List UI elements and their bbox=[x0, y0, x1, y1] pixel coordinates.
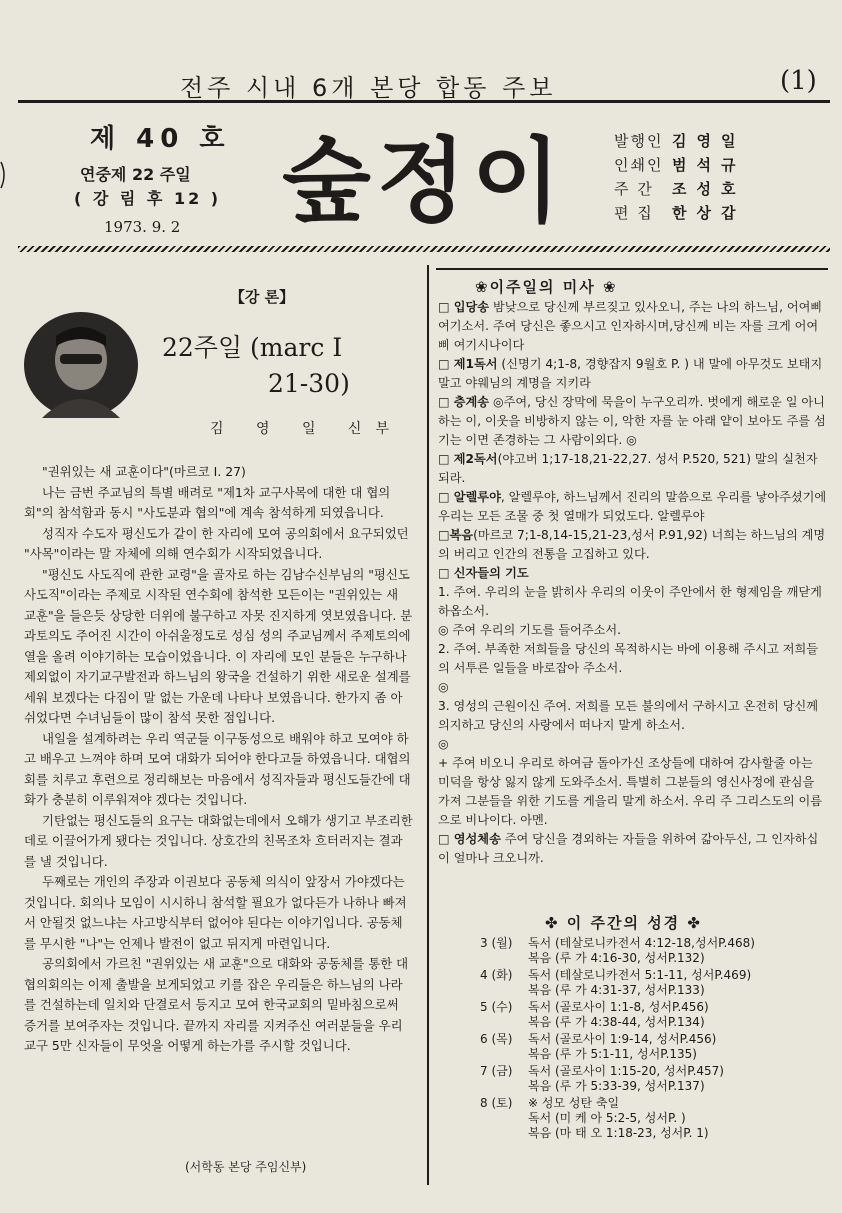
staff-row bbox=[614, 202, 784, 226]
reading-line: 독서 (테살로니카전서 4:12-18,성서P.468) bbox=[528, 936, 755, 950]
mass-item-label: □ 제2독서 bbox=[438, 452, 498, 466]
body-paragraph: 내일을 설계하려는 우리 역군들 이구동성으로 배워야 하고 모여야 하고 배우고 느껴야 하며 모여 대화가 되어야 한다고들 하였읍니다. 대협의회를 치루고 후련으로 정리해보는 마음에서 성직자들과 평신도들간에 대화가 충분히 이루워져야 겠다는 것입니다. bbox=[24, 730, 411, 807]
mass-item-text: ◎ bbox=[438, 737, 449, 751]
mass-item bbox=[438, 830, 828, 868]
masthead-hatch-rule bbox=[18, 246, 830, 252]
reading-line: 독서 (미 케 아 5:2-5, 성서P. ) bbox=[528, 1111, 686, 1125]
body-paragraph: 두째로는 개인의 주장과 이권보다 공동체 의식이 앞장서 가야겠다는 것입니다. 회의나 모임이 시시하니 참석할 필요가 없다든가 나하나 빠져서 안될것 없느냐는 사고방식부터 없어야 된다는 이야기입니다. 공동체를 무시한 "나"는 언제나 발전이 없고 뒤지게 마련입니다. bbox=[24, 874, 407, 951]
reading-line: 복음 (루 가 4:16-30, 성서P.132) bbox=[528, 951, 705, 965]
mass-section bbox=[438, 298, 828, 868]
mass-item-text: 1. 주여. 우리의 눈을 밝히사 우리의 이웃이 주안에서 한 형제임을 깨닫게 하옵소서. bbox=[438, 585, 822, 618]
body-paragraph: "평신도 사도직에 관한 교령"을 골자로 하는 김남수신부님의 "평신도 사도직"이라는 주제로 시작된 연수회에 참석한 모든이는 "권위있는 새 교훈"을 들은듯 상당한 더위에 불구하고 자못 진지하게 엿보였읍니다. 분과토의도 주어진 시간이 아쉬울정도로 성심 성의 주교님께서 주제토의에 열을 올려 이야기하는 모습이었읍니다. 이 자리에 모인 분들은 누구하나 제외없이 자기교구발전과 하느님의 왕국을 건설하기 위한 새로운 설계를 세워 보겠다는 다짐이 말 없는 가운데 나타나 보였읍니다. 한가지 좀 아쉬었다면 수녀님들이 많이 참석 못한 점입니다. bbox=[24, 566, 413, 725]
reading-day-label: 6 (목) bbox=[480, 1032, 513, 1046]
mass-item-label: □ 제1독서 bbox=[438, 357, 498, 371]
staff-row bbox=[614, 154, 784, 178]
reading-day bbox=[480, 1096, 830, 1141]
body-paragraph: "권위있는 새 교훈이다"(마르코 Ⅰ. 27) bbox=[42, 464, 246, 479]
column-divider bbox=[427, 265, 429, 1185]
page-number: (1) bbox=[780, 66, 817, 96]
mass-item-text: (마르코 7;1-8,14-15,21-23,성서 P.91,92) 너희는 하느님의 계명의 버리고 인간의 전통을 고집하고 있다. bbox=[438, 528, 826, 561]
header-title: 전주 시내 6개 본당 합동 주보 bbox=[180, 74, 557, 102]
mass-item-text: (야고버 1;17-18,21-22,27. 성서 P.520, 521) 말의 실천자 되라. bbox=[438, 452, 818, 485]
staff-role: 인쇄인 bbox=[614, 156, 664, 174]
reading-day bbox=[480, 1032, 830, 1062]
mass-item bbox=[438, 735, 828, 754]
reading-line: 복음 (루 가 5:33-39, 성서P.137) bbox=[528, 1079, 705, 1093]
editorial-label: 【강 론】 bbox=[229, 288, 295, 306]
editorial-signoff: (서학동 본당 주임신부) bbox=[185, 1160, 307, 1174]
issue-date: 1973. 9. 2 bbox=[104, 218, 181, 236]
liturgical-week: 연중제 22 주일 bbox=[80, 165, 191, 184]
mass-item bbox=[438, 678, 828, 697]
staff-name: 김영일 bbox=[672, 132, 746, 150]
reading-day-label: 4 (화) bbox=[480, 968, 513, 982]
mass-item bbox=[438, 754, 828, 830]
margin-mark bbox=[0, 160, 8, 190]
staff-role: 편 집 bbox=[614, 204, 654, 222]
mass-item-text: 2. 주여. 부족한 저희들을 당신의 목적하시는 바에 이용해 주시고 저희들의 서투른 일들을 바로잡아 주소서. bbox=[438, 642, 819, 675]
mass-item-label: □ 층계송 bbox=[438, 395, 490, 409]
mass-item-text: + 주여 비오니 우리로 하여금 돌아가신 조상들에 대하여 감사할줄 아는 미덕을 항상 잃지 않게 도와주소서. 특별히 그분들의 영신사정에 관심을 가져 그분들을 위한 기도를 게을리 말게 하소서. 우리 주 그리스도의 이름으로 비나이다. 아멘. bbox=[438, 756, 823, 827]
reading-day-label: 5 (수) bbox=[480, 1000, 513, 1014]
mass-item bbox=[438, 621, 828, 640]
reading-day bbox=[480, 936, 830, 966]
body-paragraph: 나는 금번 주교님의 특별 배려로 "제1차 교구사목에 대한 대 협의회"의 참석함과 동시 "사도분과 협의"에 계속 참석하게 되였읍니다. bbox=[24, 484, 391, 520]
mass-item bbox=[438, 298, 828, 355]
masthead-title: 숲정이 bbox=[282, 128, 567, 235]
reading-line: 독서 (테살로니카전서 5:1-11, 성서P.469) bbox=[528, 968, 752, 982]
reading-line: 독서 (골로사이 1:9-14, 성서P.456) bbox=[528, 1032, 717, 1046]
weekly-readings-title: ✤ 이 주간의 성경 ✤ bbox=[545, 914, 702, 932]
issue-number: 제 40 호 bbox=[90, 124, 231, 154]
mass-item-text: (신명기 4;1-8, 경향잡지 9월호 P. ) 내 말에 아무것도 보태지 말고 야웨님의 계명을 지키라 bbox=[438, 357, 823, 390]
body-paragraph: 기탄없는 평신도들의 요구는 대화없는데에서 오해가 생기고 부조리한데로 이끌어가게 됐다는 것입니다. 상호간의 친목조차 흐터러지는 결과를 낼 것입니다. bbox=[24, 812, 413, 869]
mass-item bbox=[438, 583, 828, 621]
reading-line: 복음 (루 가 4:31-37, 성서P.133) bbox=[528, 983, 705, 997]
mass-item-label: □ 입당송 bbox=[438, 300, 490, 314]
staff-name: 조성호 bbox=[672, 180, 746, 198]
staff-role: 주 간 bbox=[614, 180, 654, 198]
body-paragraph: 공의회에서 가르친 "권위있는 새 교훈"으로 대화와 공동체를 통한 대협의회의는 이제 출발을 보게되었고 키를 잡은 우리들은 하느님의 나라를 건설하는데 일치와 단결로서 등지고 모여 한국교회의 밑바침으로써 증거를 보여주자는 것입니다. 끝까지 자리를 지켜주신 여러분들을 우리교구 5만 신자들이 무엇을 어떻게 하는가를 주시할 것입니다. bbox=[24, 956, 409, 1053]
mass-item-label: □ 알렐루야 bbox=[438, 490, 501, 504]
reading-day bbox=[480, 1064, 830, 1094]
mass-item-text: 주여 당신을 경외하는 자들을 위하여 갊아두신, 그 인자하십이 얼마나 크오니까. bbox=[438, 832, 819, 865]
mass-item-text: , 알렐루야, 하느님께서 진리의 말씀으로 우리를 낳아주셨기에 우리는 모든 조물 중 첫 열매가 되었도다. 알렐루야 bbox=[438, 490, 827, 523]
body-paragraph: 성직자 수도자 평신도가 같이 한 자리에 모여 공의회에서 요구되었던 "사목"이라는 말 자체에 의해 연수회가 시작되었읍니다. bbox=[24, 525, 409, 561]
right-column-top-rule bbox=[436, 268, 828, 270]
staff-role: 발행인 bbox=[614, 132, 664, 150]
reading-line: 복음 (마 태 오 1:18-23, 성서P. 1) bbox=[528, 1126, 709, 1140]
reading-line: ※ 성모 성탄 축일 bbox=[528, 1096, 620, 1110]
author-name: 김 영 일 신부 bbox=[210, 421, 403, 437]
mass-item-label: □ 신자들의 기도 bbox=[438, 566, 529, 580]
reading-day-label: 8 (토) bbox=[480, 1096, 513, 1110]
mass-section-title: ❀이주일의 미사 ❀ bbox=[475, 278, 618, 296]
author-portrait bbox=[22, 310, 140, 420]
reading-line: 복음 (루 가 5:1-11, 성서P.135) bbox=[528, 1047, 697, 1061]
weekly-readings bbox=[480, 936, 830, 1143]
mass-item bbox=[438, 488, 828, 526]
mass-item-text: ◎ 주여 우리의 기도를 들어주소서. bbox=[438, 623, 622, 637]
reading-day-label: 3 (월) bbox=[480, 936, 513, 950]
editorial-title bbox=[162, 330, 350, 402]
mass-item-text: 밤낮으로 당신께 부르짖고 있사오니, 주는 나의 하느님, 어여삐 여기소서. 주여 당신은 좋으시고 인자하시며,당신께 비는 자를 크게 어여삐 여기시나이다 bbox=[438, 300, 823, 352]
mass-item bbox=[438, 450, 828, 488]
reading-day-label: 7 (금) bbox=[480, 1064, 513, 1078]
mass-item bbox=[438, 393, 828, 450]
title-line: 22주일 (marc Ⅰ bbox=[162, 333, 343, 362]
staff-list bbox=[614, 130, 784, 226]
mass-item bbox=[438, 697, 828, 735]
mass-item bbox=[438, 526, 828, 564]
reading-day bbox=[480, 1000, 830, 1030]
mass-item-text: ◎주여, 당신 장막에 묵을이 누구오리까. 벗에게 해로운 일 아니하는 이, 이웃을 비방하지 않는 이, 악한 자를 눈 아래 얕이 보아도 주를 섬기는 이면 존경하는 그 사람이외다. ◎ bbox=[438, 395, 826, 447]
mass-item-text: ◎ bbox=[438, 680, 449, 694]
mass-item-label: □복음 bbox=[438, 528, 474, 542]
staff-row bbox=[614, 130, 784, 154]
staff-name: 한상갑 bbox=[672, 204, 746, 222]
reading-line: 복음 (루 가 4:38-44, 성서P.134) bbox=[528, 1015, 705, 1029]
mass-item bbox=[438, 640, 828, 678]
header-rule bbox=[18, 100, 830, 103]
editorial-column bbox=[22, 272, 422, 307]
reading-line: 독서 (골로사이 1:1-8, 성서P.456) bbox=[528, 1000, 709, 1014]
mass-item-text: 3. 영성의 근원이신 주여. 저희를 모든 불의에서 구하시고 온전히 당신께 의지하고 당신의 사랑에서 떠나지 말게 하소서. bbox=[438, 699, 819, 732]
editorial-body bbox=[24, 462, 414, 1057]
reading-day bbox=[480, 968, 830, 998]
reading-line: 독서 (골로사이 1:15-20, 성서P.457) bbox=[528, 1064, 724, 1078]
mass-item-label: □ 영성체송 bbox=[438, 832, 501, 846]
title-line: 21-30) bbox=[268, 369, 350, 398]
after-pentecost: ( 강 림 후 12 ) bbox=[74, 189, 222, 208]
mass-item bbox=[438, 564, 828, 583]
mass-item bbox=[438, 355, 828, 393]
staff-row bbox=[614, 178, 784, 202]
staff-name: 범석규 bbox=[672, 156, 746, 174]
